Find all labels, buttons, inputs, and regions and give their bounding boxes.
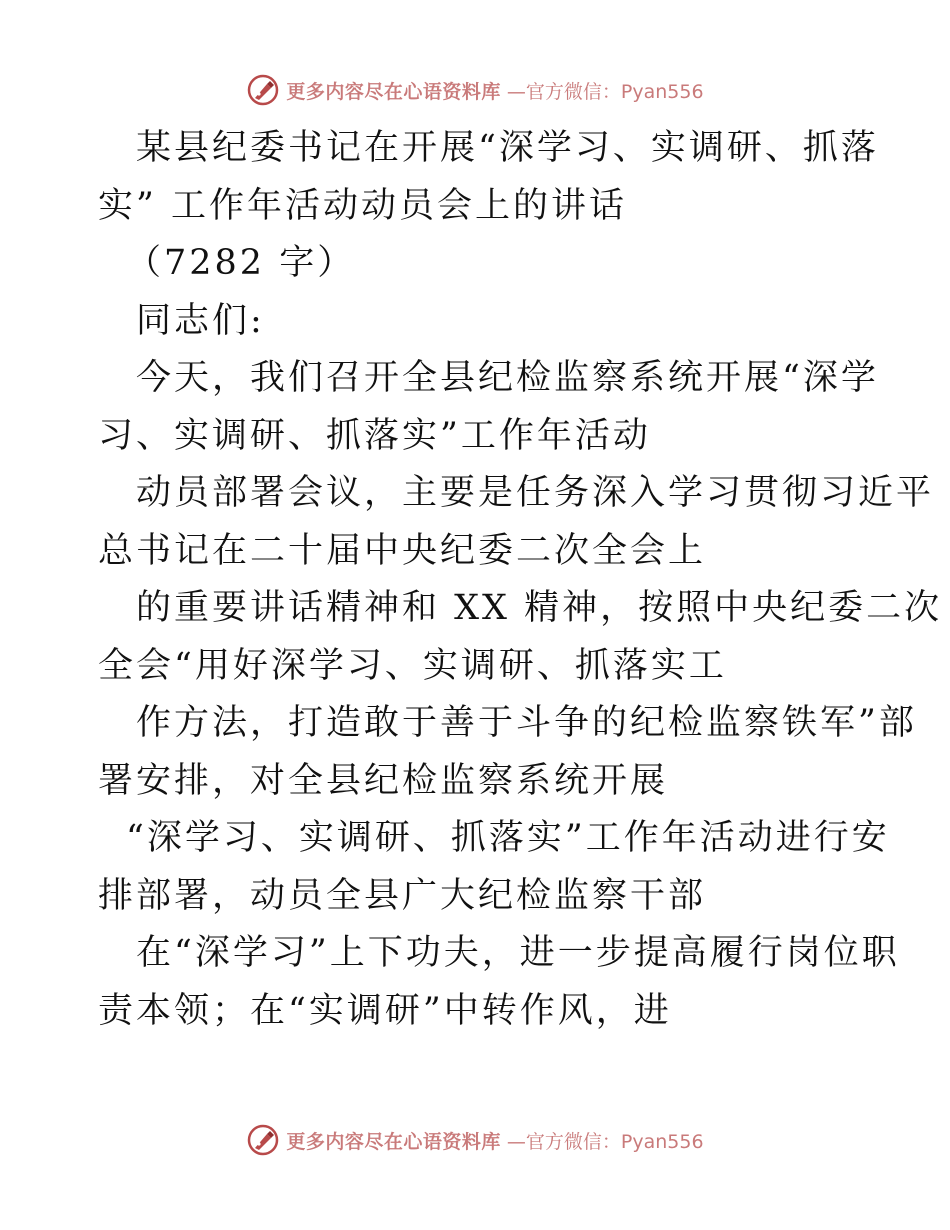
paragraph-line: 在“深学习”上下功夫，进一步提高履行岗位职 [136, 933, 900, 973]
banner-brand-text: 更多内容尽在心语资料库 [286, 80, 501, 103]
document-title-line-1: 某县纪委书记在开展“深学习、实调研、抓落 [136, 128, 879, 168]
word-count: （7282 字） [126, 243, 356, 283]
document-title-line-2: 实” 工作年活动动员会上的讲话 [98, 185, 628, 226]
banner-brand-text: 更多内容尽在心语资料库 [286, 1130, 501, 1153]
document-body [98, 120, 943, 1040]
pen-nib-logo-icon [246, 1123, 280, 1157]
paragraph-line: 的重要讲话精神和 XX 精神，按照中央纪委二次 [136, 588, 943, 628]
paragraph-line: 作方法，打造敢于善于斗争的纪检监察铁军”部 [136, 703, 917, 743]
paragraph-line: 署安排，对全县纪检监察系统开展 [98, 760, 669, 801]
paragraph-line: 今天，我们召开全县纪检监察系统开展“深学 [136, 358, 879, 398]
header-watermark-banner [0, 70, 950, 110]
paragraph-line: 责本领；在“实调研”中转作风，进 [98, 990, 672, 1031]
paragraph-line: 全会“用好深学习、实调研、抓落实工 [98, 645, 727, 686]
paragraph-line: 总书记在二十届中央纪委二次全会上 [98, 530, 707, 571]
paragraph-line: “深学习、实调研、抓落实”工作年活动进行安 [126, 818, 890, 858]
paragraph-line: 习、实调研、抓落实”工作年活动 [98, 415, 651, 456]
paragraph-line: 排部署，动员全县广大纪检监察干部 [98, 875, 707, 916]
banner-wechat-text: —官方微信：Pyan556 [506, 80, 704, 103]
pen-nib-logo-icon [246, 73, 280, 107]
paragraph-line: 动员部署会议，主要是任务深入学习贯彻习近平 [136, 473, 935, 513]
salutation: 同志们: [136, 300, 265, 341]
banner-wechat-text: —官方微信：Pyan556 [506, 1130, 704, 1153]
footer-watermark-banner [0, 1120, 950, 1160]
